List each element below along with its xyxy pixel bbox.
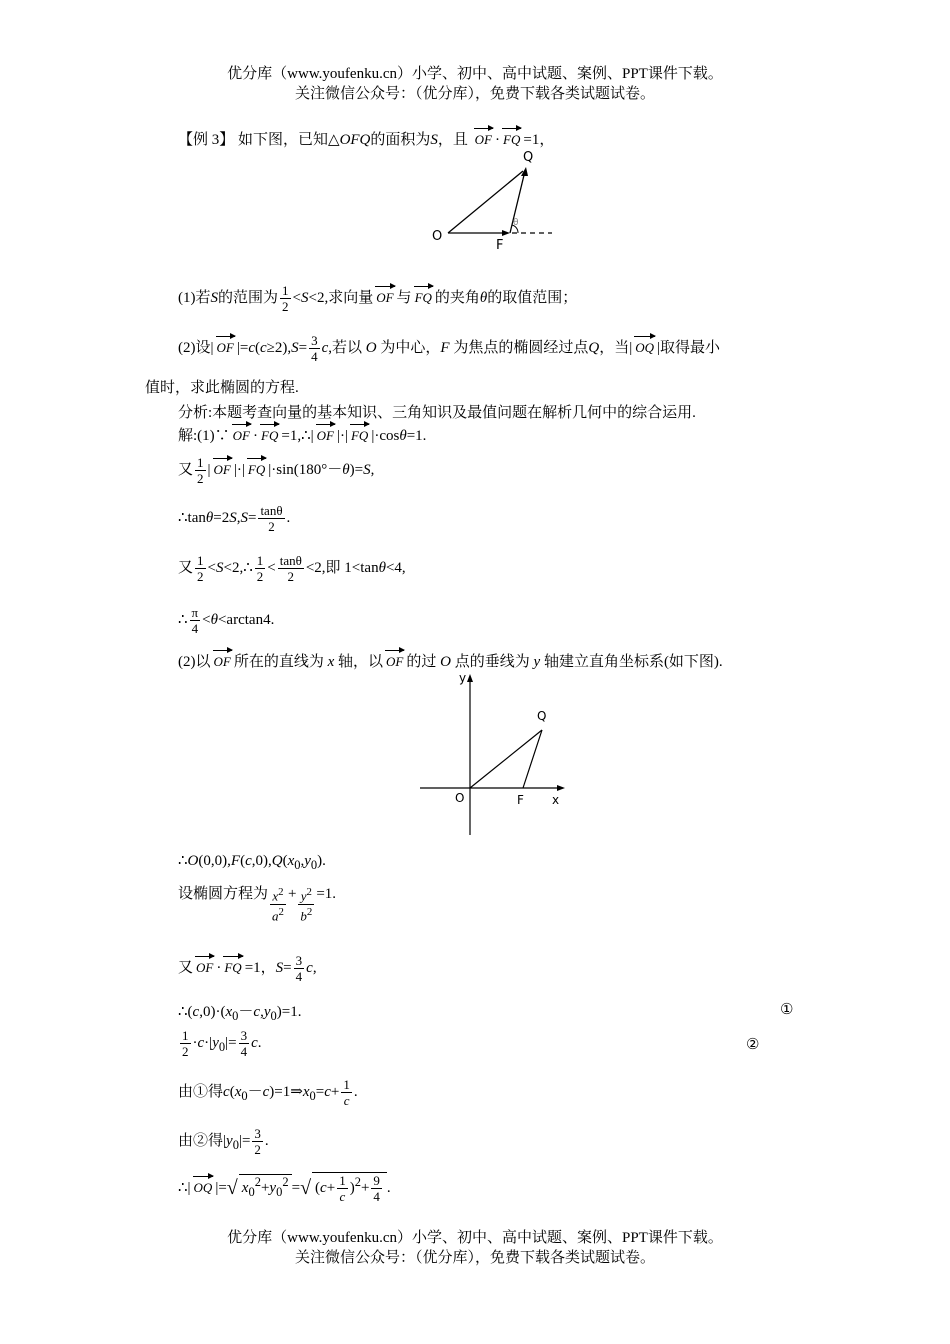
label-x: x xyxy=(552,793,560,807)
label-Q: Q xyxy=(537,709,547,723)
question-2: (2)设| OF |=c(c≥2),S= $\frac{3}{4}$ c,若以 O 为中心，F 为焦点的椭圆经过点Q，当| OQ |取得最小 xyxy=(178,333,720,364)
label-O: O xyxy=(432,229,443,244)
solution-ellipse: 设椭圆方程为 $\frac{x^2}{a^2}$ + $\frac{y^2}{b^2}$ =1. xyxy=(178,886,337,923)
vector-FQ: FQ xyxy=(502,128,521,147)
problem-stem: 【例 3】 如下图，已知△OFQ的面积为S，且 OF · FQ =1， xyxy=(178,128,554,149)
final-expression: ∴| OQ |=√ $x_0^2+y_0^2$ =√ (c+ $\frac{1}{c}$ )$^2$+ $\frac{9}{4}$ . xyxy=(178,1173,391,1204)
solution-line-1: 解:(1)∵ OF · FQ =1,∴| OF |·| FQ |·cosθ=1. xyxy=(178,424,426,445)
solution-line-4: 又 $\frac{1}{2}$ <S<2,∴ $\frac{1}{2}$ < $\frac{\tan\theta}{2}$ <2,即 1<tanθ<4, xyxy=(178,553,406,584)
question-2-cont: 值时，求此椭圆的方程. xyxy=(145,380,299,396)
solution-line-5: ∴ $\frac{\pi}{4}$ <θ<arctan4. xyxy=(178,605,275,636)
triangle-figure xyxy=(420,145,570,250)
label-O: O xyxy=(455,791,465,805)
label-theta: θ xyxy=(513,218,519,228)
derivation-1: 由①得$c(x_0-c)=1\Rightarrow x_0=c+$ $\frac{1}{c}$ . xyxy=(178,1077,358,1108)
analysis: 分析:本题考查向量的基本知识、三角知识及最值问题在解析几何中的综合运用. xyxy=(178,405,696,421)
equation-2-number: ② xyxy=(746,1037,760,1053)
label-y: y xyxy=(459,671,467,685)
footer-line-1: 优分库（www.youfenku.cn）小学、初中、高中试题、案例、PPT课件下载。 xyxy=(227,1230,723,1246)
coordinate-figure xyxy=(415,670,575,840)
derivation-2: 由②得$|y_0|=$ $\frac{3}{2}$ . xyxy=(178,1126,269,1157)
x-axis-arrow xyxy=(557,785,565,791)
label-F: F xyxy=(517,793,524,807)
header-line-1: 优分库（www.youfenku.cn）小学、初中、高中试题、案例、PPT课件下载。 xyxy=(227,66,723,82)
vector-OF: OF xyxy=(474,128,493,147)
footer-line-2: 关注微信公众号：（优分库），免费下载各类试题试卷。 xyxy=(294,1250,655,1266)
solution-coords: $\therefore O(0,0),F(c,0),Q(x_0,y_0)$. xyxy=(178,853,326,872)
y-axis-arrow xyxy=(467,674,473,682)
equation-1: $\therefore(c,0)\cdot(x_0-c,y_0)=1$. xyxy=(178,1004,302,1023)
label-Q: Q xyxy=(523,150,534,165)
segment-OQ xyxy=(470,730,542,788)
label-F: F xyxy=(496,238,504,250)
header-line-2: 关注微信公众号：（优分库），免费下载各类试题试卷。 xyxy=(294,86,655,102)
segment-FQ xyxy=(523,730,542,788)
solution-part-2: (2)以 OF 所在的直线为 x 轴，以 OF 的过 O 点的垂线为 y 轴建立直角坐标系(如下图). xyxy=(178,650,723,671)
arrowhead-F xyxy=(502,230,510,236)
solution-line-2: 又 $\frac{1}{2}$ | OF |·| FQ |·sin(180°－θ)=S, xyxy=(178,455,375,486)
equation-1-number: ① xyxy=(780,1002,794,1018)
equation-2: $\frac{1}{2}$ $\cdot c\cdot|y_0|=$ $\frac{3}{4}$ c. xyxy=(182,1028,262,1059)
solution-line-3: ∴tanθ=2S,S= $\frac{\tan\theta}{2}$ . xyxy=(178,503,291,534)
question-1: (1)若S的范围为 $\frac{1}{2}$ <S<2,求向量 OF 与 FQ 的夹角θ的取值范围； xyxy=(178,283,578,314)
solution-recall: 又 OF · FQ =1，S= $\frac{3}{4}$ c, xyxy=(178,953,317,984)
